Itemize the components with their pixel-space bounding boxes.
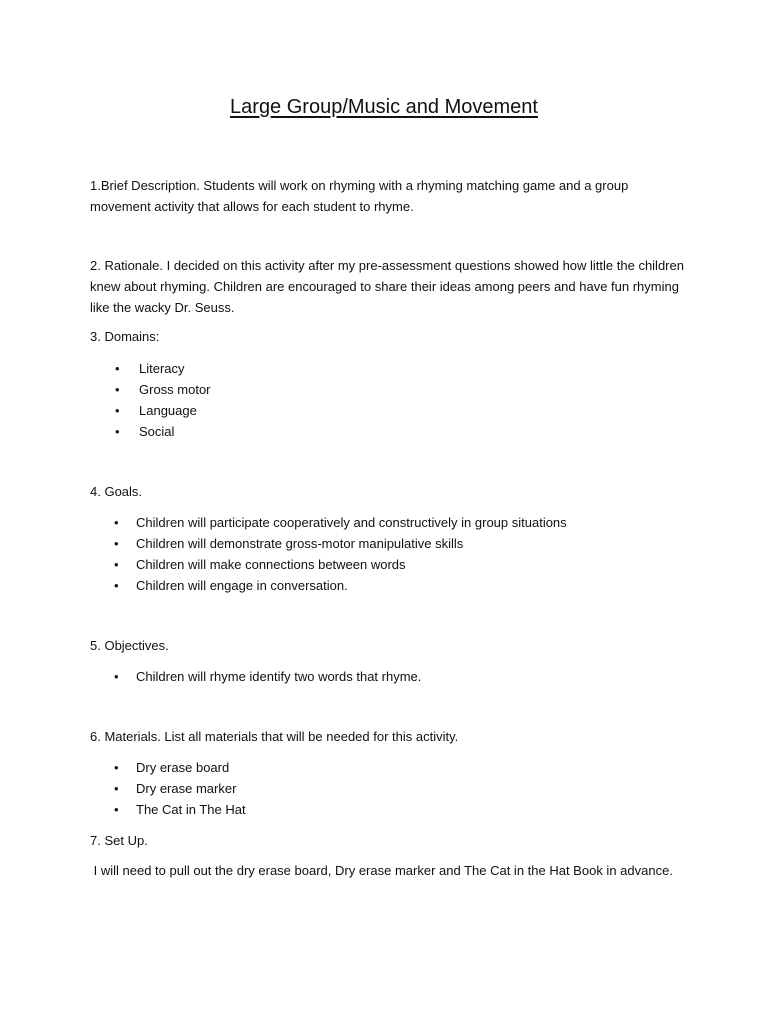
setup-text: I will need to pull out the dry erase board, Dry erase marker and The Cat in the Hat Book in advance.	[90, 863, 673, 878]
list-item: • Dry erase marker	[136, 778, 246, 799]
bullet-icon: •	[115, 424, 120, 439]
objectives-list	[114, 666, 422, 687]
bullet-icon: •	[114, 536, 119, 551]
bullet-icon: •	[114, 515, 119, 530]
materials-heading: 6. Materials. List all materials that will be needed for this activity.	[90, 729, 459, 744]
brief-description: 1.Brief Description. Students will work on rhyming with a rhyming matching game and a group movement activity that allows for each student to rhyme.	[90, 178, 629, 214]
list-item: • The Cat in The Hat	[136, 799, 246, 820]
bullet-icon: •	[114, 802, 119, 817]
list-item: • Social	[139, 421, 211, 442]
domains-heading: 3. Domains:	[90, 329, 160, 344]
list-item: • Children will rhyme identify two words that rhyme.	[136, 666, 421, 687]
list-item: • Literacy	[139, 358, 211, 379]
goals-list	[114, 512, 567, 596]
bullet-icon: •	[115, 403, 120, 418]
list-item: • Children will engage in conversation.	[136, 575, 567, 596]
setup-heading: 7. Set Up.	[90, 833, 148, 848]
rationale: 2. Rationale. I decided on this activity after my pre-assessment questions showed how little the children knew about rhyming. Children are encouraged to share their ideas among peers and have fun rhyming like the wacky Dr. Seuss.	[90, 258, 684, 315]
bullet-icon: •	[114, 578, 119, 593]
domains-list	[115, 358, 211, 442]
list-item: • Gross motor	[139, 379, 211, 400]
list-item: • Children will participate cooperatively and constructively in group situations	[136, 512, 567, 533]
list-item: • Children will make connections between words	[136, 554, 567, 575]
objectives-heading: 5. Objectives.	[90, 638, 169, 653]
bullet-icon: •	[115, 382, 120, 397]
bullet-icon: •	[114, 781, 119, 796]
bullet-icon: •	[114, 557, 119, 572]
bullet-icon: •	[114, 669, 119, 684]
list-item: • Children will demonstrate gross-motor manipulative skills	[136, 533, 567, 554]
bullet-icon: •	[115, 361, 120, 376]
page-title: Large Group/Music and Movement	[230, 96, 538, 118]
list-item: • Language	[139, 400, 211, 421]
materials-list	[114, 757, 246, 820]
bullet-icon: •	[114, 760, 119, 775]
goals-heading: 4. Goals.	[90, 484, 143, 499]
list-item: • Dry erase board	[136, 757, 246, 778]
